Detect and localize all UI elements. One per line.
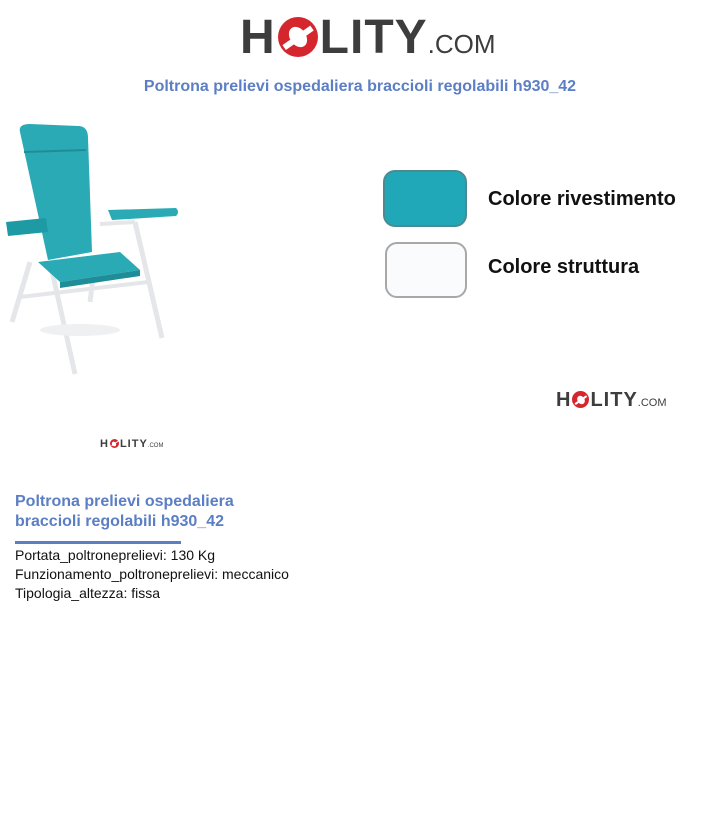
- spec-value: meccanico: [222, 566, 289, 582]
- product-title-line: braccioli regolabili h930_42: [15, 513, 224, 530]
- cover-color-label: Colore rivestimento: [488, 188, 676, 210]
- logo-suffix: .COM: [637, 397, 667, 409]
- small-logo: [100, 437, 163, 451]
- spec-row: [15, 565, 289, 584]
- logo-suffix: .COM: [147, 443, 164, 449]
- product-title: [15, 492, 255, 532]
- frame-color-label: Colore struttura: [488, 256, 640, 278]
- spec-label: Funzionamento_poltroneprelievi:: [15, 566, 219, 582]
- brand-logo[interactable]: [240, 10, 496, 65]
- spec-value: fissa: [131, 585, 161, 601]
- spec-list: [15, 546, 289, 603]
- logo-text-right: LITY: [319, 11, 428, 64]
- spec-label: Tipologia_altezza:: [15, 585, 128, 601]
- logo-o-mark-icon: [572, 391, 589, 408]
- watermark-logo: [556, 388, 667, 413]
- page-title: Poltrona prelievi ospedaliera braccioli regolabili h930_42: [143, 78, 577, 95]
- cover-color-swatch: [383, 170, 467, 227]
- logo-text-right: LITY: [590, 389, 638, 411]
- frame-color-swatch: [385, 242, 467, 298]
- spec-row: [15, 584, 289, 603]
- chair-illustration-icon: [0, 112, 200, 382]
- logo-o-mark-icon: [278, 17, 318, 57]
- spec-value: 130 Kg: [170, 547, 216, 563]
- logo-suffix: .COM: [427, 29, 496, 59]
- spec-row: [15, 546, 289, 565]
- logo-text-right: LITY: [119, 438, 148, 450]
- product-title-line: Poltrona prelievi ospedaliera: [15, 493, 234, 510]
- spec-label: Portata_poltroneprelievi:: [15, 547, 167, 563]
- title-divider: [15, 541, 181, 544]
- logo-text-left: H: [240, 11, 276, 64]
- logo-text-left: H: [100, 438, 109, 450]
- logo-o-mark-icon: [110, 439, 119, 448]
- logo-text-left: H: [556, 389, 572, 411]
